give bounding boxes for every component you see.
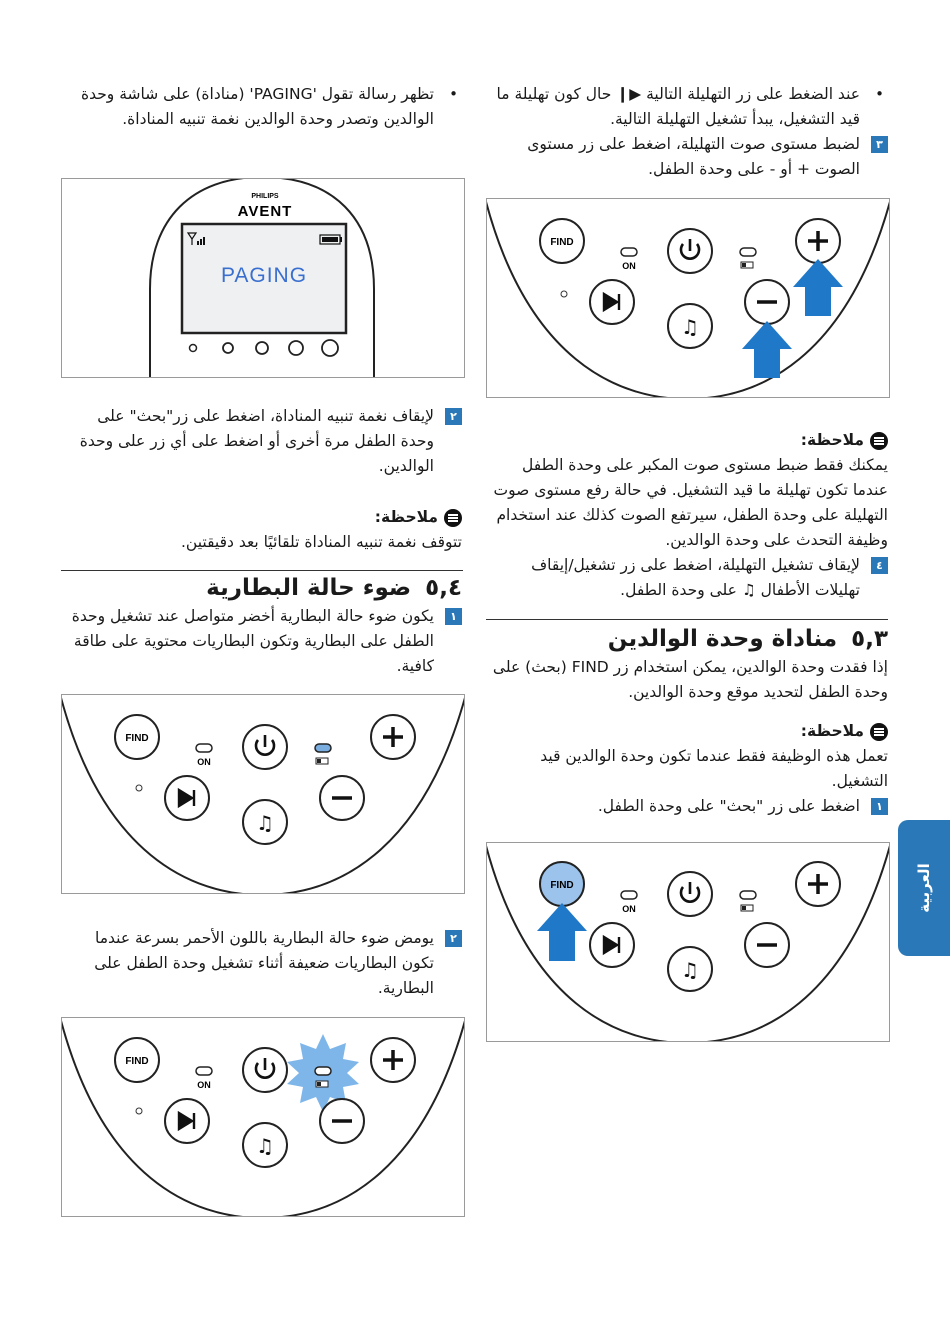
- left-column-top: [62, 82, 462, 132]
- figure-battery-led-flashing: [61, 1017, 465, 1217]
- note-text-auto-stop: تتوقف نغمة تنبيه المناداة تلقائيًا بعد دقيقتين.: [180, 533, 462, 551]
- step-2-battery-low: ٢ يومض ضوء حالة البطارية باللون الأحمر بسرعة عندما تكون البطاريات ضعيفة أثناء تشغيل وحدة الطفل على البطارية.: [62, 926, 462, 1001]
- step-3-volume: ٣ لضبط مستوى صوت التهليلة، اضغط على زر مستوى الصوت + أو - على وحدة الطفل.: [490, 132, 888, 182]
- mic-hole: [190, 345, 197, 352]
- music-note-icon: ♫: [681, 315, 699, 339]
- battery-led: [740, 891, 756, 899]
- baby-unit-panel-battery-low: [62, 1018, 464, 1216]
- parent-button[interactable]: [256, 342, 268, 354]
- note-heading: ملاحظة:: [62, 505, 462, 530]
- step-number: ٤: [871, 557, 888, 574]
- left-column-section: [62, 572, 462, 679]
- bullet-paging-message: • تظهر رسالة تقول 'PAGING' (مناداة) على شاشة وحدة الوالدين وتصدر وحدة الوالدين نغمة تنبيه المناداة.: [80, 85, 458, 128]
- figure-parent-unit-paging: [61, 178, 465, 378]
- parent-button[interactable]: [223, 343, 233, 353]
- step-2-stop-paging: ٢ لإيقاف نغمة تنبيه المناداة، اضغط على زر"بحث" على وحدة الطفل مرة أخرى أو اضغط على أي زر على وحدة الوالدين.: [62, 404, 462, 479]
- left-column-middle: [62, 404, 462, 555]
- right-column-middle: [490, 428, 888, 603]
- battery-led-flashing: [315, 1067, 331, 1075]
- svg-text:FIND: FIND: [125, 733, 149, 744]
- step-1-battery-green: ١ يكون ضوء حالة البطارية أخضر متواصل عند تشغيل وحدة الطفل على البطارية وتكون البطاريات محتوية على طاقة كافية.: [62, 604, 462, 679]
- step-number: ١: [445, 608, 462, 625]
- music-note-icon: ♫: [256, 1134, 274, 1158]
- step-number: ٢: [445, 930, 462, 947]
- note-icon: [870, 723, 888, 741]
- microphone-hole: [136, 785, 142, 791]
- language-tab-label: العربية: [915, 863, 933, 913]
- baby-unit-panel-volume: [487, 199, 889, 397]
- svg-text:ON: ON: [622, 261, 636, 271]
- step-number: ١: [871, 798, 888, 815]
- section-title-paging: ٥,٣ مناداة وحدة الوالدين: [607, 626, 888, 652]
- parent-unit-display: [62, 179, 464, 377]
- right-column: [490, 82, 888, 182]
- on-led: [196, 744, 212, 752]
- music-note-icon: ♫: [681, 958, 699, 982]
- section-divider: [486, 619, 888, 620]
- note-text-volume: يمكنك فقط ضبط مستوى صوت المكبر على وحدة الطفل عندما تكون تهليلة ما قيد التشغيل. في حالة رفع مستوى صوت التهليلة على وحدة الطفل، سيرتفع الصوت كذلك عند استخدام وظيفة التحدث على وحدة الوالدين.: [493, 456, 888, 549]
- parent-button[interactable]: [289, 341, 303, 355]
- step-1-press-find: ١ اضغط على زر "بحث" على وحدة الطفل.: [490, 794, 888, 819]
- figure-volume-buttons: [486, 198, 890, 398]
- microphone-hole: [136, 1108, 142, 1114]
- language-tab: [898, 820, 950, 956]
- section-divider: [61, 570, 463, 571]
- figure-find-button: [486, 842, 890, 1042]
- figure-battery-led-steady: [61, 694, 465, 894]
- svg-text:FIND: FIND: [550, 237, 574, 248]
- right-column-section: [490, 623, 888, 819]
- svg-text:FIND: FIND: [125, 1056, 149, 1067]
- note-text-paging: تعمل هذه الوظيفة فقط عندما تكون وحدة الوالدين قيد التشغيل.: [540, 747, 888, 790]
- note-heading: ملاحظة:: [490, 428, 888, 453]
- paging-intro: إذا فقدت وحدة الوالدين، يمكن استخدام زر FIND (بحث) على وحدة الطفل لتحديد موقع وحدة الوالدين.: [492, 658, 888, 701]
- step-number: ٣: [871, 136, 888, 153]
- note-icon: [870, 432, 888, 450]
- left-column-lower: [62, 926, 462, 1001]
- brand-avent: AVENT: [237, 203, 293, 220]
- battery-led: [740, 248, 756, 256]
- paging-screen-text: PAGING: [220, 264, 308, 287]
- svg-text:ON: ON: [622, 904, 636, 914]
- svg-text:ON: ON: [197, 1080, 211, 1090]
- bullet-next-lullaby: • عند الضغط على زر التهليلة التالية ▶❙ حال كون تهليلة ما قيد التشغيل، يبدأ تشغيل التهليلة التالية.: [496, 85, 884, 128]
- step-4-stop-lullaby: ٤ لإيقاف تشغيل التهليلة، اضغط على زر تشغيل/إيقاف تهليلات الأطفال ♫ على وحدة الطفل.: [490, 553, 888, 603]
- baby-unit-panel-battery: [62, 695, 464, 893]
- baby-unit-panel-find: [487, 843, 889, 1041]
- parent-button[interactable]: [322, 340, 338, 356]
- on-led: [621, 248, 637, 256]
- microphone-hole: [561, 291, 567, 297]
- svg-text:ON: ON: [197, 757, 211, 767]
- section-title-battery: ٥,٤ ضوء حالة البطارية: [206, 575, 462, 601]
- step-number: ٢: [445, 408, 462, 425]
- brand-philips: PHILIPS: [251, 193, 279, 200]
- note-icon: [444, 509, 462, 527]
- battery-led-lit: [315, 744, 331, 752]
- note-heading: ملاحظة:: [490, 719, 888, 744]
- on-led: [196, 1067, 212, 1075]
- svg-text:FIND: FIND: [550, 880, 574, 891]
- on-led: [621, 891, 637, 899]
- music-note-icon: ♫: [256, 811, 274, 835]
